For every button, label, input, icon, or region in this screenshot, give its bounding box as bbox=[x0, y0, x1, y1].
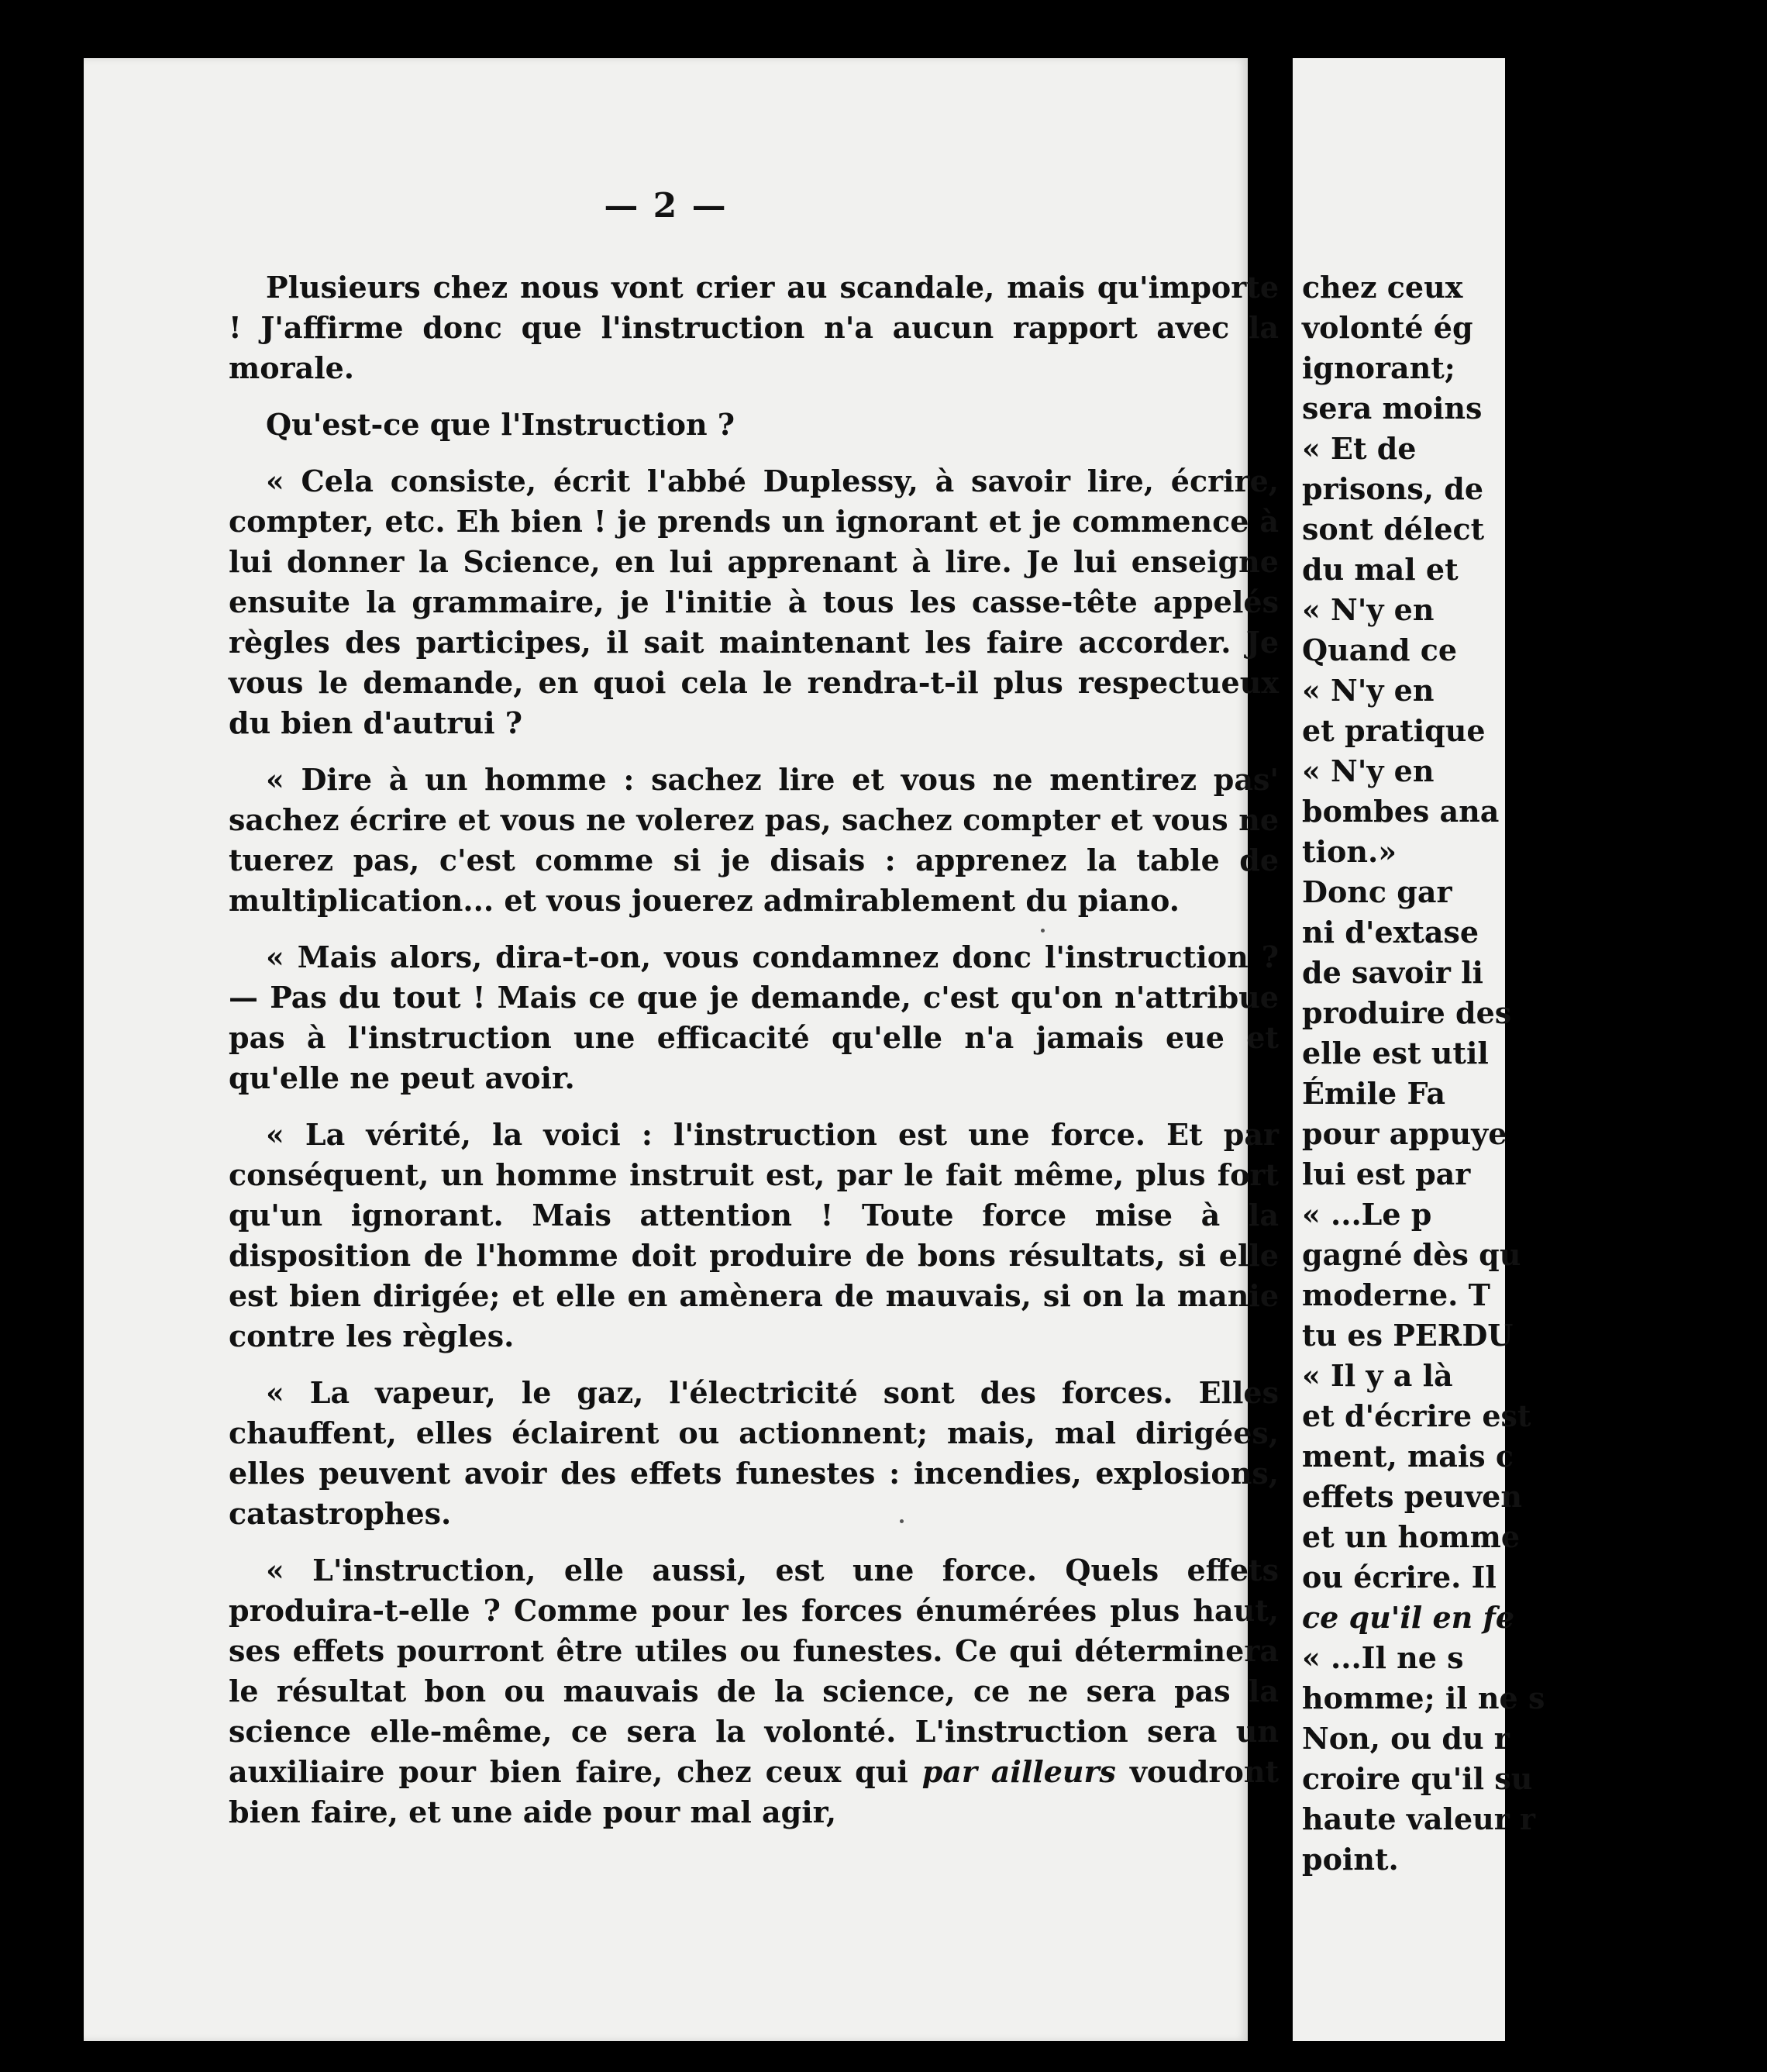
right-line: effets peuven bbox=[1302, 1479, 1522, 1514]
right-line: « Et de bbox=[1302, 431, 1417, 466]
print-speck bbox=[1041, 929, 1045, 933]
left-page-text bbox=[229, 267, 1279, 1849]
left-page bbox=[84, 58, 1280, 2041]
right-line: homme; il ne s bbox=[1302, 1681, 1545, 1715]
right-line: « N'y en bbox=[1302, 753, 1435, 788]
right-line: Quand ce bbox=[1302, 633, 1458, 667]
right-line: « N'y en bbox=[1302, 673, 1435, 708]
right-line: ou écrire. Il bbox=[1302, 1560, 1497, 1595]
right-line: prisons, de bbox=[1302, 471, 1483, 506]
right-line: « Il y a là bbox=[1302, 1358, 1453, 1393]
right-line: ce qu'il en fe bbox=[1302, 1600, 1515, 1635]
right-line: point. bbox=[1302, 1842, 1399, 1877]
right-line: elle est util bbox=[1302, 1036, 1489, 1070]
right-line: pour appuye bbox=[1302, 1116, 1507, 1151]
paragraph-3: « Cela consiste, écrit l'abbé Duplessy, à savoir lire, écrire, compter, etc. Eh bien ! je prends un ignorant et je commence à lui donner la Science, en lui apprenant à lire. Je lui enseigne ensuite la grammaire, je l'initie à tous les casse-tête appelés règles des participes, il sait maintenant les faire accorder. Je vous le demande, en quoi cela le rendra-t-il plus respectueux du bien d'autrui ? bbox=[229, 464, 1279, 740]
right-line: bombes ana bbox=[1302, 794, 1500, 829]
right-line: lui est par bbox=[1302, 1157, 1471, 1191]
paragraph-2: Qu'est-ce que l'Instruction ? bbox=[266, 407, 735, 442]
right-line: sera moins bbox=[1302, 391, 1483, 426]
right-line: sont délect bbox=[1302, 512, 1485, 546]
right-line: « ...Le p bbox=[1302, 1197, 1432, 1232]
right-line: « ...Il ne s bbox=[1302, 1640, 1464, 1675]
right-line: tu es PERDU bbox=[1302, 1318, 1514, 1353]
paragraph-8-italic: par ailleurs bbox=[921, 1754, 1116, 1789]
right-line: ni d'extase bbox=[1302, 915, 1479, 950]
right-line: ignorant; bbox=[1302, 350, 1455, 385]
right-line: de savoir li bbox=[1302, 955, 1483, 990]
paragraph-8-end: voudront bien faire, et une aide pour mal agir, bbox=[229, 1754, 1280, 1829]
right-line: et d'écrire est bbox=[1302, 1398, 1531, 1433]
right-line: croire qu'il su bbox=[1302, 1761, 1533, 1796]
page-number: — 2 — bbox=[604, 186, 728, 226]
paragraph-8 bbox=[229, 1550, 1279, 1832]
paragraph-5: « Mais alors, dira-t-on, vous condamnez donc l'instruction ? — Pas du tout ! Mais ce que je demande, c'est qu'on n'attribue pas à l'instruction une efficacité qu'elle n'a jamais eue et qu'elle ne peut avoir. bbox=[229, 939, 1279, 1095]
right-line: produire des bbox=[1302, 995, 1512, 1030]
print-speck bbox=[900, 1519, 904, 1523]
right-line: Donc gar bbox=[1302, 874, 1452, 909]
right-line: Émile Fa bbox=[1302, 1076, 1445, 1111]
right-line: haute valeur r bbox=[1302, 1801, 1536, 1836]
right-line: du mal et bbox=[1302, 552, 1459, 587]
right-line: volonté ég bbox=[1302, 310, 1473, 345]
paragraph-7: « La vapeur, le gaz, l'électricité sont des forces. Elles chauffent, elles éclairent ou actionnent; mais, mal dirigées, elles peuvent avoir des effets funestes : incendies, explosions, catastrophes. bbox=[229, 1375, 1279, 1531]
right-line: et pratique bbox=[1302, 713, 1486, 748]
paragraph-8-start: « L'instruction, elle aussi, est une force. Quels effets produira-t-elle ? Comme pour les forces énumérées plus haut, ses effets pourront être utiles ou funestes. Ce qui déterminera le résultat bon ou mauvais de la science, ce ne sera pas la science elle-même, ce sera la volonté. L'instruction sera un auxiliaire pour bien faire, chez ceux qui bbox=[229, 1553, 1279, 1789]
right-line: moderne. T bbox=[1302, 1277, 1490, 1312]
right-page bbox=[1293, 58, 1545, 2041]
right-line: chez ceux bbox=[1302, 270, 1463, 305]
right-line: et un homme bbox=[1302, 1519, 1521, 1554]
right-line: gagné dès qu bbox=[1302, 1237, 1521, 1272]
right-line: « N'y en bbox=[1302, 592, 1435, 627]
right-page-text bbox=[1302, 267, 1767, 1880]
right-line: ment, mais c bbox=[1302, 1439, 1514, 1474]
paragraph-6: « La vérité, la voici : l'instruction est une force. Et par conséquent, un homme instruit est, par le fait même, plus fort qu'un ignorant. Mais attention ! Toute force mise à la disposition de l'homme doit produire de bons résultats, si elle est bien dirigée; et elle en amènera de mauvais, si on la manie contre les règles. bbox=[229, 1117, 1279, 1353]
right-line: tion.» bbox=[1302, 834, 1397, 869]
paragraph-1: Plusieurs chez nous vont crier au scandale, mais qu'importe ! J'affirme donc que l'instruction n'a aucun rapport avec la morale. bbox=[229, 270, 1279, 385]
paragraph-4: « Dire à un homme : sachez lire et vous ne mentirez pas' sachez écrire et vous ne volerez pas, sachez compter et vous ne tuerez pas, c'est comme si je disais : apprenez la table de multiplication... et vous jouerez admirablement du piano. bbox=[229, 762, 1279, 918]
right-line: Non, ou du r bbox=[1302, 1721, 1510, 1756]
